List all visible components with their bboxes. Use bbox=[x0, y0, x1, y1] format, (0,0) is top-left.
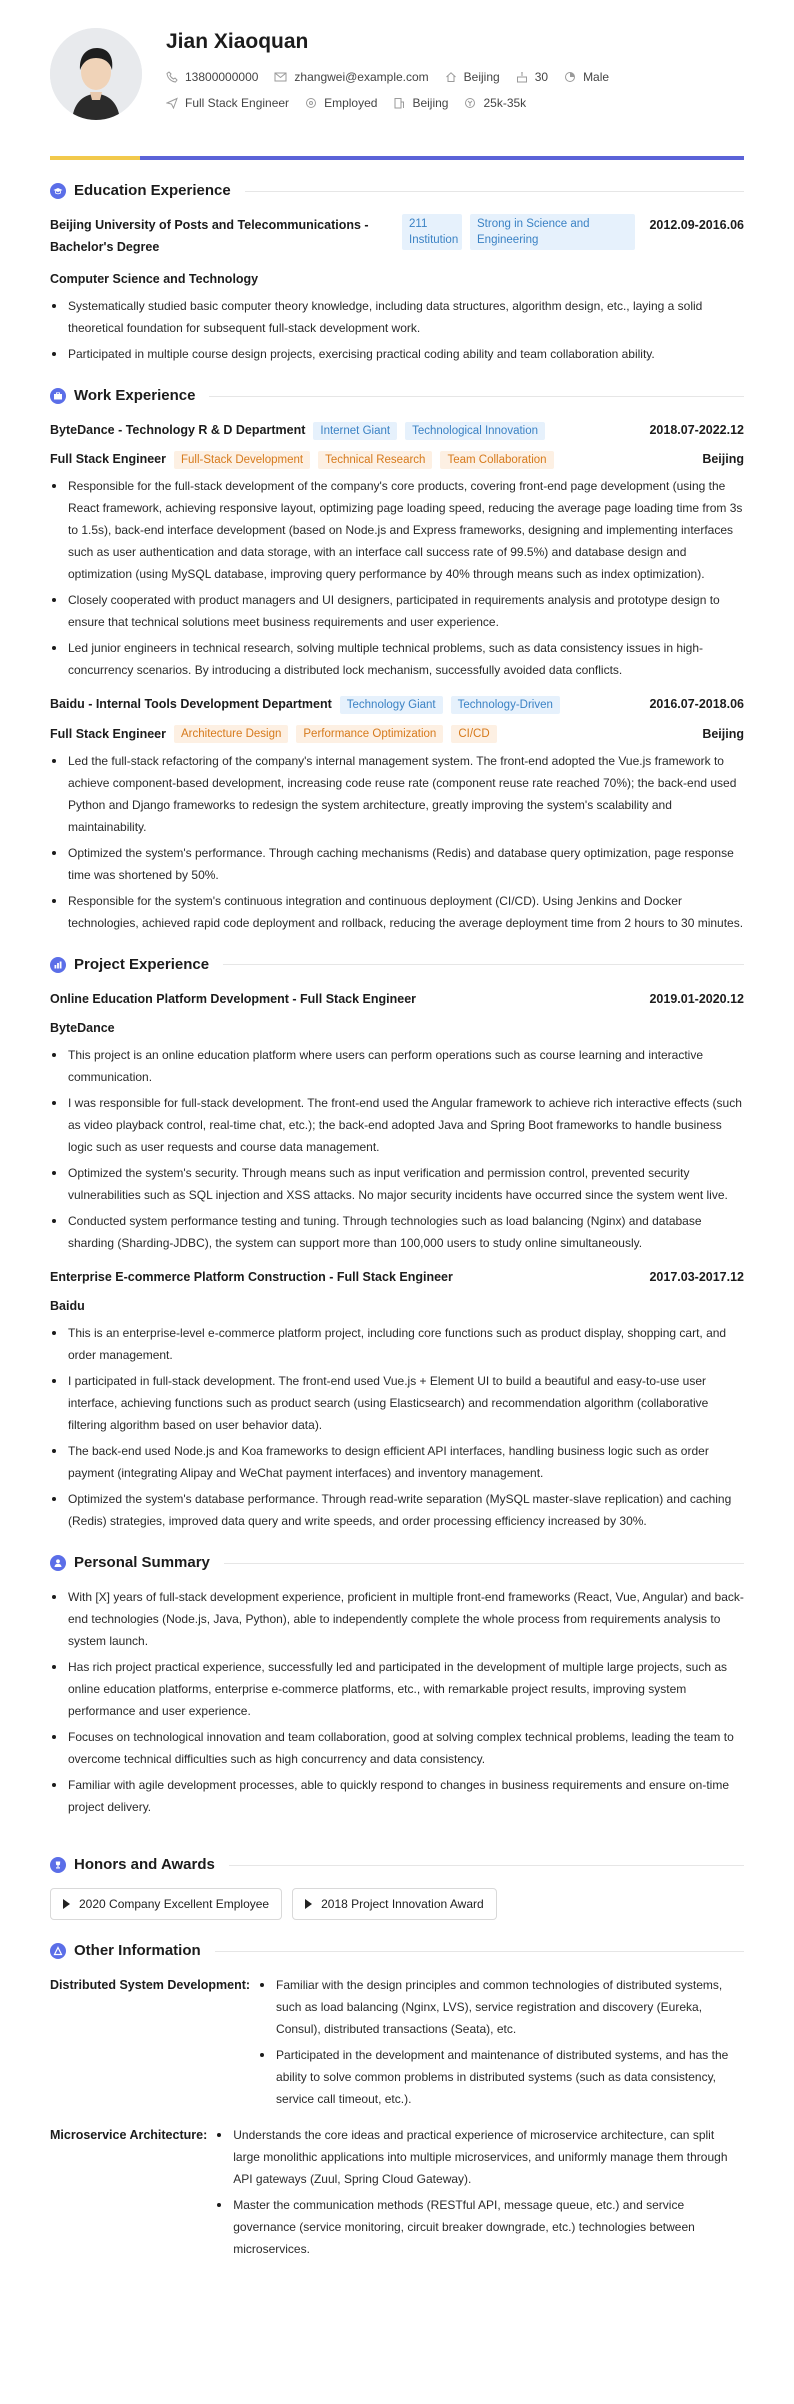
section-title: Project Experience bbox=[74, 955, 210, 973]
company-tag: Technological Innovation bbox=[405, 422, 545, 440]
award-label: 2020 Company Excellent Employee bbox=[79, 1897, 270, 1912]
school-name: Beijing University of Posts and Telecommunications - Bachelor's Degree bbox=[50, 218, 369, 254]
list-item: Familiar with the design principles and common technologies of distributed systems, such as load balancing (Nginx, LVS), service registration and discovery (Eureka, Consul), distributed transactions (Seata), etc. bbox=[258, 1974, 744, 2040]
graduation-cap-icon bbox=[50, 183, 66, 199]
company-row bbox=[50, 693, 744, 716]
avatar-photo-icon bbox=[50, 28, 142, 120]
target-city-item bbox=[393, 94, 448, 112]
other-group-label: Microservice Architecture: bbox=[50, 2128, 208, 2143]
position-item bbox=[166, 94, 289, 112]
major-name: Computer Science and Technology bbox=[50, 272, 259, 286]
email-value: zhangwei@example.com bbox=[294, 70, 429, 84]
section-divider bbox=[229, 1865, 744, 1866]
age-item bbox=[516, 68, 548, 86]
cake-icon bbox=[516, 71, 528, 83]
other-group-bullets bbox=[215, 2124, 744, 2264]
list-item: This project is an online education platform where users can perform operations such as course learning and interactive communication. bbox=[50, 1044, 744, 1088]
company-tag: Technology-Driven bbox=[451, 696, 560, 714]
other-group-label: Distributed System Development: bbox=[50, 1978, 251, 1993]
user-icon bbox=[50, 1555, 66, 1571]
salary-item bbox=[464, 94, 526, 112]
job-role: Full Stack Engineer bbox=[50, 726, 167, 741]
play-triangle-icon bbox=[305, 1899, 312, 1909]
project-bullets bbox=[50, 1044, 744, 1254]
honors-section bbox=[50, 1852, 744, 1920]
section-title: Honors and Awards bbox=[74, 1856, 215, 1874]
job-bullets bbox=[50, 475, 744, 681]
age-value: 30 bbox=[534, 70, 549, 84]
list-item: Responsible for the system's continuous integration and continuous deployment (CI/CD). Using Jenkins and Docker technologies, achieved rapid code deployment and rollback, reducing the average deployment time from 2 hours to 30 minutes. bbox=[50, 890, 744, 934]
profile-info bbox=[166, 28, 625, 112]
city-value: Beijing bbox=[463, 70, 500, 84]
role-tag: Performance Optimization bbox=[296, 725, 443, 743]
summary-bullets bbox=[50, 1586, 744, 1818]
project-icon bbox=[50, 957, 66, 973]
profile-header bbox=[50, 28, 744, 146]
list-item: I was responsible for full-stack development. The front-end used the Angular framework to achieve rich interactive effects (such as video playback control, real-time chat, etc.); the back-end adopted Java and Spring Boot frameworks to handle business logic such as user requests and course data management. bbox=[50, 1092, 744, 1158]
awards-list bbox=[50, 1888, 744, 1920]
section-divider bbox=[224, 1563, 744, 1564]
summary-heading bbox=[50, 1550, 744, 1576]
job-intent-row bbox=[166, 94, 625, 112]
home-icon bbox=[445, 71, 457, 83]
role-tag: Technical Research bbox=[318, 451, 432, 469]
school-tag: 211 Institution bbox=[402, 214, 462, 250]
status-value: Employed bbox=[324, 96, 378, 110]
role-tag: Full-Stack Development bbox=[174, 451, 310, 469]
list-item: Optimized the system's security. Through means such as input verification and permission control, prevented security vulnerabilities such as SQL injection and XSS attacks. No major security incidents have occurred since the system went live. bbox=[50, 1162, 744, 1206]
project-org: Baidu bbox=[50, 1299, 85, 1313]
status-item bbox=[305, 94, 377, 112]
briefcase-icon bbox=[50, 388, 66, 404]
section-divider bbox=[223, 964, 744, 965]
target-city-value: Beijing bbox=[412, 96, 449, 110]
project-org: ByteDance bbox=[50, 1020, 115, 1035]
school-tags bbox=[394, 214, 635, 250]
project-section bbox=[50, 952, 744, 1533]
list-item: The back-end used Node.js and Koa frameworks to design efficient API interfaces, handling business logic such as order payment (integrating Alipay and WeChat payment interfaces) and inventory management. bbox=[50, 1440, 744, 1484]
company-name: ByteDance - Technology R & D Department bbox=[50, 423, 306, 438]
work-section bbox=[50, 383, 744, 934]
section-divider bbox=[215, 1951, 744, 1952]
list-item: Conducted system performance testing and tuning. Through technologies such as load balancing (Nginx) and database sharding (Sharding-JDBC), the system can support more than 100,000 users to study online simultaneously. bbox=[50, 1210, 744, 1254]
gender-icon bbox=[564, 71, 576, 83]
list-item: Has rich project practical experience, successfully led and participated in the development of multiple large projects, such as online education platforms, enterprise e-commerce platforms, etc., with remarkable project results, improving system performance and user experience. bbox=[50, 1656, 744, 1722]
company-tag: Internet Giant bbox=[313, 422, 397, 440]
job-city: Beijing bbox=[702, 726, 744, 741]
list-item: With [X] years of full-stack development experience, proficient in multiple front-end frameworks (React, Vue, Angular) and back-end technologies (Node.js, Java, Python), able to independently complete the whole process from requirements analysis to system launch. bbox=[50, 1586, 744, 1652]
job-city: Beijing bbox=[702, 452, 744, 467]
list-item: Participated in multiple course design projects, exercising practical coding ability and team collaboration ability. bbox=[50, 343, 744, 365]
project-row bbox=[50, 988, 744, 1011]
job-role: Full Stack Engineer bbox=[50, 452, 167, 467]
work-heading bbox=[50, 383, 744, 409]
list-item: Understands the core ideas and practical experience of microservice architecture, can split large monolithic applications into multiple microservices, and uniformly manage them through API gateways (Zuul, Spring Cloud Gateway). bbox=[215, 2124, 744, 2190]
phone-icon bbox=[166, 71, 178, 83]
job-entry bbox=[50, 693, 744, 933]
education-date: 2012.09-2016.06 bbox=[649, 218, 744, 232]
project-date: 2017.03-2017.12 bbox=[649, 1269, 744, 1284]
list-item: Closely cooperated with product managers and UI designers, participated in requirements analysis and prototype design to ensure that technical solutions meet business requirements and user experience. bbox=[50, 589, 744, 633]
role-row bbox=[50, 723, 744, 746]
other-group bbox=[50, 2124, 744, 2264]
section-title: Work Experience bbox=[74, 387, 196, 405]
list-item: Led the full-stack refactoring of the company's internal management system. The front-end adopted the Vue.js framework to achieve component-based development, increasing code reuse rate (component reuse rate reached 70%); the back-end used Python and Django frameworks to redesign the system architecture, greatly improving the system's scalability and maintainability. bbox=[50, 750, 744, 838]
list-item: This is an enterprise-level e-commerce platform project, including core functions such as product display, shopping cart, and order management. bbox=[50, 1322, 744, 1366]
salary-icon bbox=[464, 97, 476, 109]
project-bullets bbox=[50, 1322, 744, 1532]
building-icon bbox=[393, 97, 405, 109]
gender-value: Male bbox=[583, 70, 610, 84]
status-icon bbox=[305, 97, 317, 109]
role-tag: Architecture Design bbox=[174, 725, 288, 743]
company-tag: Technology Giant bbox=[340, 696, 443, 714]
role-tag: Team Collaboration bbox=[440, 451, 553, 469]
award-label: 2018 Project Innovation Award bbox=[321, 1897, 484, 1912]
section-divider bbox=[245, 191, 744, 192]
city-item bbox=[445, 68, 500, 86]
project-entry bbox=[50, 988, 744, 1254]
list-item: I participated in full-stack development. The front-end used Vue.js + Element UI to build a beautiful and easy-to-use user interface, achieving functions such as product search (using Elasticsearch) and recommendation algorithm (collaborative filtering algorithm based on user behavior data). bbox=[50, 1370, 744, 1436]
list-item: Participated in the development and maintenance of distributed systems, and has the ability to solve common problems in distributed systems (such as data consistency, service call timeout, etc.). bbox=[258, 2044, 744, 2110]
education-section bbox=[50, 178, 744, 365]
header-divider bbox=[50, 156, 744, 160]
list-item: Systematically studied basic computer theory knowledge, including data structures, algorithm design, etc., laying a solid theoretical foundation for subsequent full-stack development work. bbox=[50, 295, 744, 339]
phone-value: 13800000000 bbox=[185, 70, 259, 84]
section-divider bbox=[209, 396, 744, 397]
trophy-icon bbox=[50, 1857, 66, 1873]
other-section bbox=[50, 1938, 744, 2264]
list-item: Responsible for the full-stack development of the company's core products, covering front-end page development (using the React framework, achieving responsive layout, optimizing page loading speed, reducing the average page loading time from 3s to 1.5s), back-end interface development (based on Node.js and Express frameworks, designing and implementing interfaces such as user authentication and data storage, with an interface call success rate of 99.5%) and database design and optimization (using MySQL database, improving query performance by 40% through means such as index optimization). bbox=[50, 475, 744, 585]
send-icon bbox=[166, 97, 178, 109]
project-date: 2019.01-2020.12 bbox=[649, 991, 744, 1006]
section-title: Education Experience bbox=[74, 182, 231, 200]
section-title: Personal Summary bbox=[74, 1554, 210, 1572]
list-item: Master the communication methods (RESTful API, message queue, etc.) and service governance (service monitoring, circuit breaker downgrade, etc.) technologies between microservices. bbox=[215, 2194, 744, 2260]
role-tag: CI/CD bbox=[451, 725, 496, 743]
other-group-bullets bbox=[258, 1974, 744, 2114]
role-row bbox=[50, 448, 744, 471]
project-row bbox=[50, 1266, 744, 1289]
job-date: 2016.07-2018.06 bbox=[649, 697, 744, 712]
play-triangle-icon bbox=[63, 1899, 70, 1909]
avatar bbox=[50, 28, 142, 120]
list-item: Led junior engineers in technical research, solving multiple technical problems, such as data consistency issues in high-concurrency scenarios. By introducing a distributed lock mechanism, successfully avoided data conflicts. bbox=[50, 637, 744, 681]
project-heading bbox=[50, 952, 744, 978]
project-entry bbox=[50, 1266, 744, 1532]
honors-heading bbox=[50, 1852, 744, 1878]
education-bullets bbox=[50, 295, 744, 365]
other-heading bbox=[50, 1938, 744, 1964]
salary-value: 25k-35k bbox=[483, 96, 527, 110]
gender-item bbox=[564, 68, 609, 86]
job-date: 2018.07-2022.12 bbox=[649, 423, 744, 438]
company-name: Baidu - Internal Tools Development Department bbox=[50, 697, 332, 712]
candidate-name: Jian Xiaoquan bbox=[166, 30, 309, 53]
info-icon bbox=[50, 1943, 66, 1959]
other-group bbox=[50, 1974, 744, 2114]
school-tag: Strong in Science and Engineering bbox=[470, 214, 635, 250]
phone-item bbox=[166, 68, 258, 86]
award-item bbox=[50, 1888, 282, 1920]
position-value: Full Stack Engineer bbox=[185, 96, 290, 110]
job-bullets bbox=[50, 750, 744, 934]
education-heading bbox=[50, 178, 744, 204]
education-row bbox=[50, 214, 744, 258]
list-item: Optimized the system's performance. Through caching mechanisms (Redis) and database query optimization, page response time was shortened by 50%. bbox=[50, 842, 744, 886]
contact-row bbox=[166, 68, 625, 86]
email-item bbox=[274, 68, 428, 86]
summary-section bbox=[50, 1550, 744, 1818]
project-name: Enterprise E-commerce Platform Construction - Full Stack Engineer bbox=[50, 1269, 453, 1284]
project-name: Online Education Platform Development - Full Stack Engineer bbox=[50, 991, 417, 1006]
mail-icon bbox=[274, 71, 287, 83]
award-item bbox=[292, 1888, 497, 1920]
list-item: Optimized the system's database performance. Through read-write separation (MySQL master-slave replication) and caching (Redis) strategies, improved data query and write speeds, and order processing efficiency increased by 30%. bbox=[50, 1488, 744, 1532]
company-row bbox=[50, 419, 744, 442]
job-entry bbox=[50, 419, 744, 681]
list-item: Familiar with agile development processes, able to quickly respond to changes in business requirements and ensure on-time project delivery. bbox=[50, 1774, 744, 1818]
list-item: Focuses on technological innovation and team collaboration, good at solving complex technical problems, leading the team to overcome technical difficulties such as high concurrency and data consistency. bbox=[50, 1726, 744, 1770]
section-title: Other Information bbox=[74, 1942, 201, 1960]
